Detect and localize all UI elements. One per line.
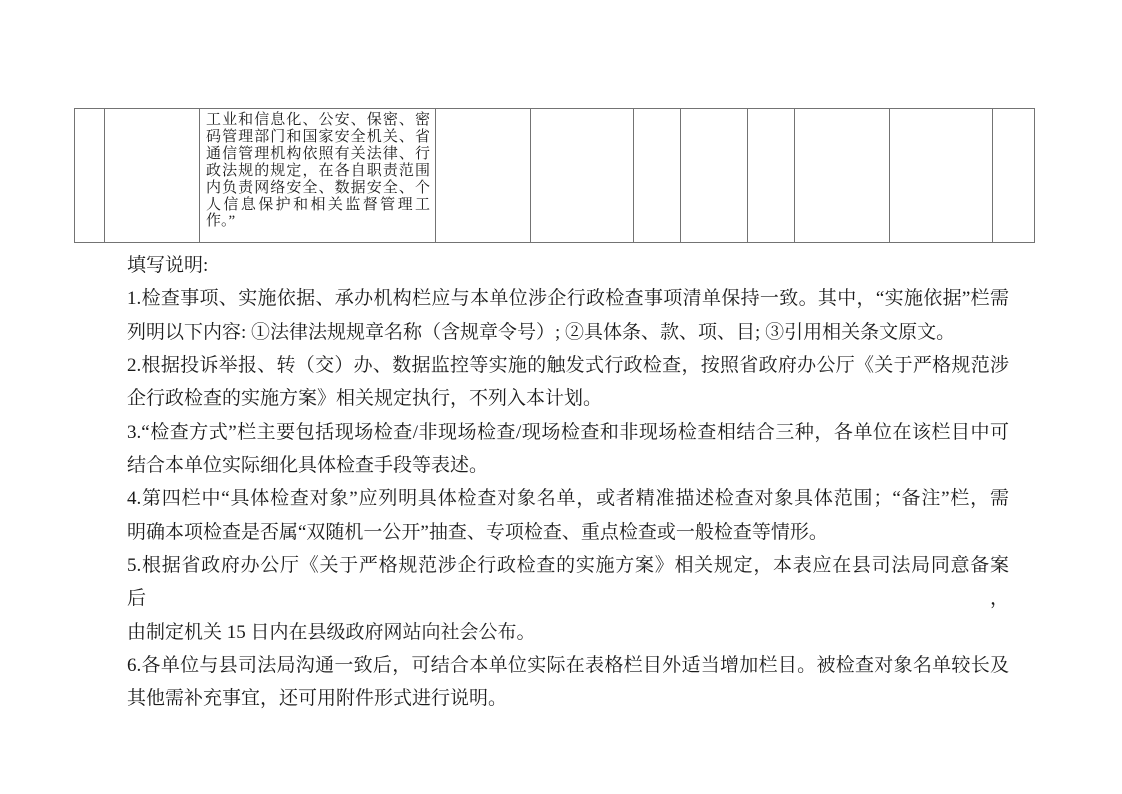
inspection-plan-table-fragment <box>74 108 1035 243</box>
table-cell-empty <box>890 109 993 243</box>
cell-text-line: 工业和信息化、公安、保密、密 <box>206 112 430 128</box>
note-line-6a: 6.各单位与县司法局沟通一致后，可结合本单位实际在表格栏目外适当增加栏目。被检查对象名单较长及 <box>127 655 1009 677</box>
note-line-5a: 5.根据省政府办公厅《关于严格规范涉企行政检查的实施方案》相关规定，本表应在县司法局同意备案后， <box>127 555 1009 610</box>
table-cell-seq <box>75 109 105 243</box>
cell-text-line: 码管理部门和国家安全机关、省 <box>206 128 430 145</box>
cell-text-line: 作。” <box>206 213 236 230</box>
cell-text-line: 通信管理机构依照有关法律、行 <box>206 145 430 162</box>
table-cell-empty <box>634 109 681 243</box>
cell-text-line: 政法规的规定，在各自职责范围 <box>206 162 430 179</box>
notes-section <box>127 249 1009 716</box>
note-line-1b: 列明以下内容: ①法律法规规章名称（含规章令号）; ②具体条、款、项、目; ③引用相关条文原文。 <box>127 321 956 343</box>
note-line-2b: 企行政检查的实施方案》相关规定执行，不列入本计划。 <box>127 388 603 410</box>
cell-text-line: 人信息保护和相关监督管理工 <box>206 196 430 213</box>
note-line-1a: 1.检查事项、实施依据、承办机构栏应与本单位涉企行政检查事项清单保持一致。其中，“实施依据”栏需 <box>127 288 1009 310</box>
table-row <box>75 109 1035 243</box>
note-line-2a: 2.根据投诉举报、转（交）办、数据监控等实施的触发式行政检查，按照省政府办公厅《关于严格规范涉 <box>127 355 1009 377</box>
note-line-3b: 结合本单位实际细化具体检查手段等表述。 <box>127 455 489 477</box>
table-cell-empty <box>681 109 748 243</box>
cell-text-line: 内负责网络安全、数据安全、个 <box>206 179 430 196</box>
table-cell-empty <box>436 109 531 243</box>
table-cell-implementation-basis <box>200 109 436 243</box>
implementation-basis-text <box>200 109 435 230</box>
table-cell-empty <box>531 109 634 243</box>
table-cell-empty <box>748 109 795 243</box>
note-line-6b: 其他需补充事宜，还可用附件形式进行说明。 <box>127 688 508 710</box>
note-line-5b: 由制定机关 15 日内在县级政府网站向社会公布。 <box>127 621 536 643</box>
table-cell-empty <box>993 109 1035 243</box>
table-cell-item <box>105 109 200 243</box>
table-cell-empty <box>795 109 890 243</box>
note-line-4a: 4.第四栏中“具体检查对象”应列明具体检查对象名单，或者精准描述检查对象具体范围；“备注”栏，需 <box>127 488 1009 510</box>
notes-heading: 填写说明: <box>127 255 209 276</box>
note-line-3a: 3.“检查方式”栏主要包括现场检查/非现场检查/现场检查和非现场检查相结合三种，各单位在该栏目中可 <box>127 421 1009 443</box>
note-line-4b: 明确本项检查是否属“双随机一公开”抽查、专项检查、重点检查或一般检查等情形。 <box>127 521 828 543</box>
